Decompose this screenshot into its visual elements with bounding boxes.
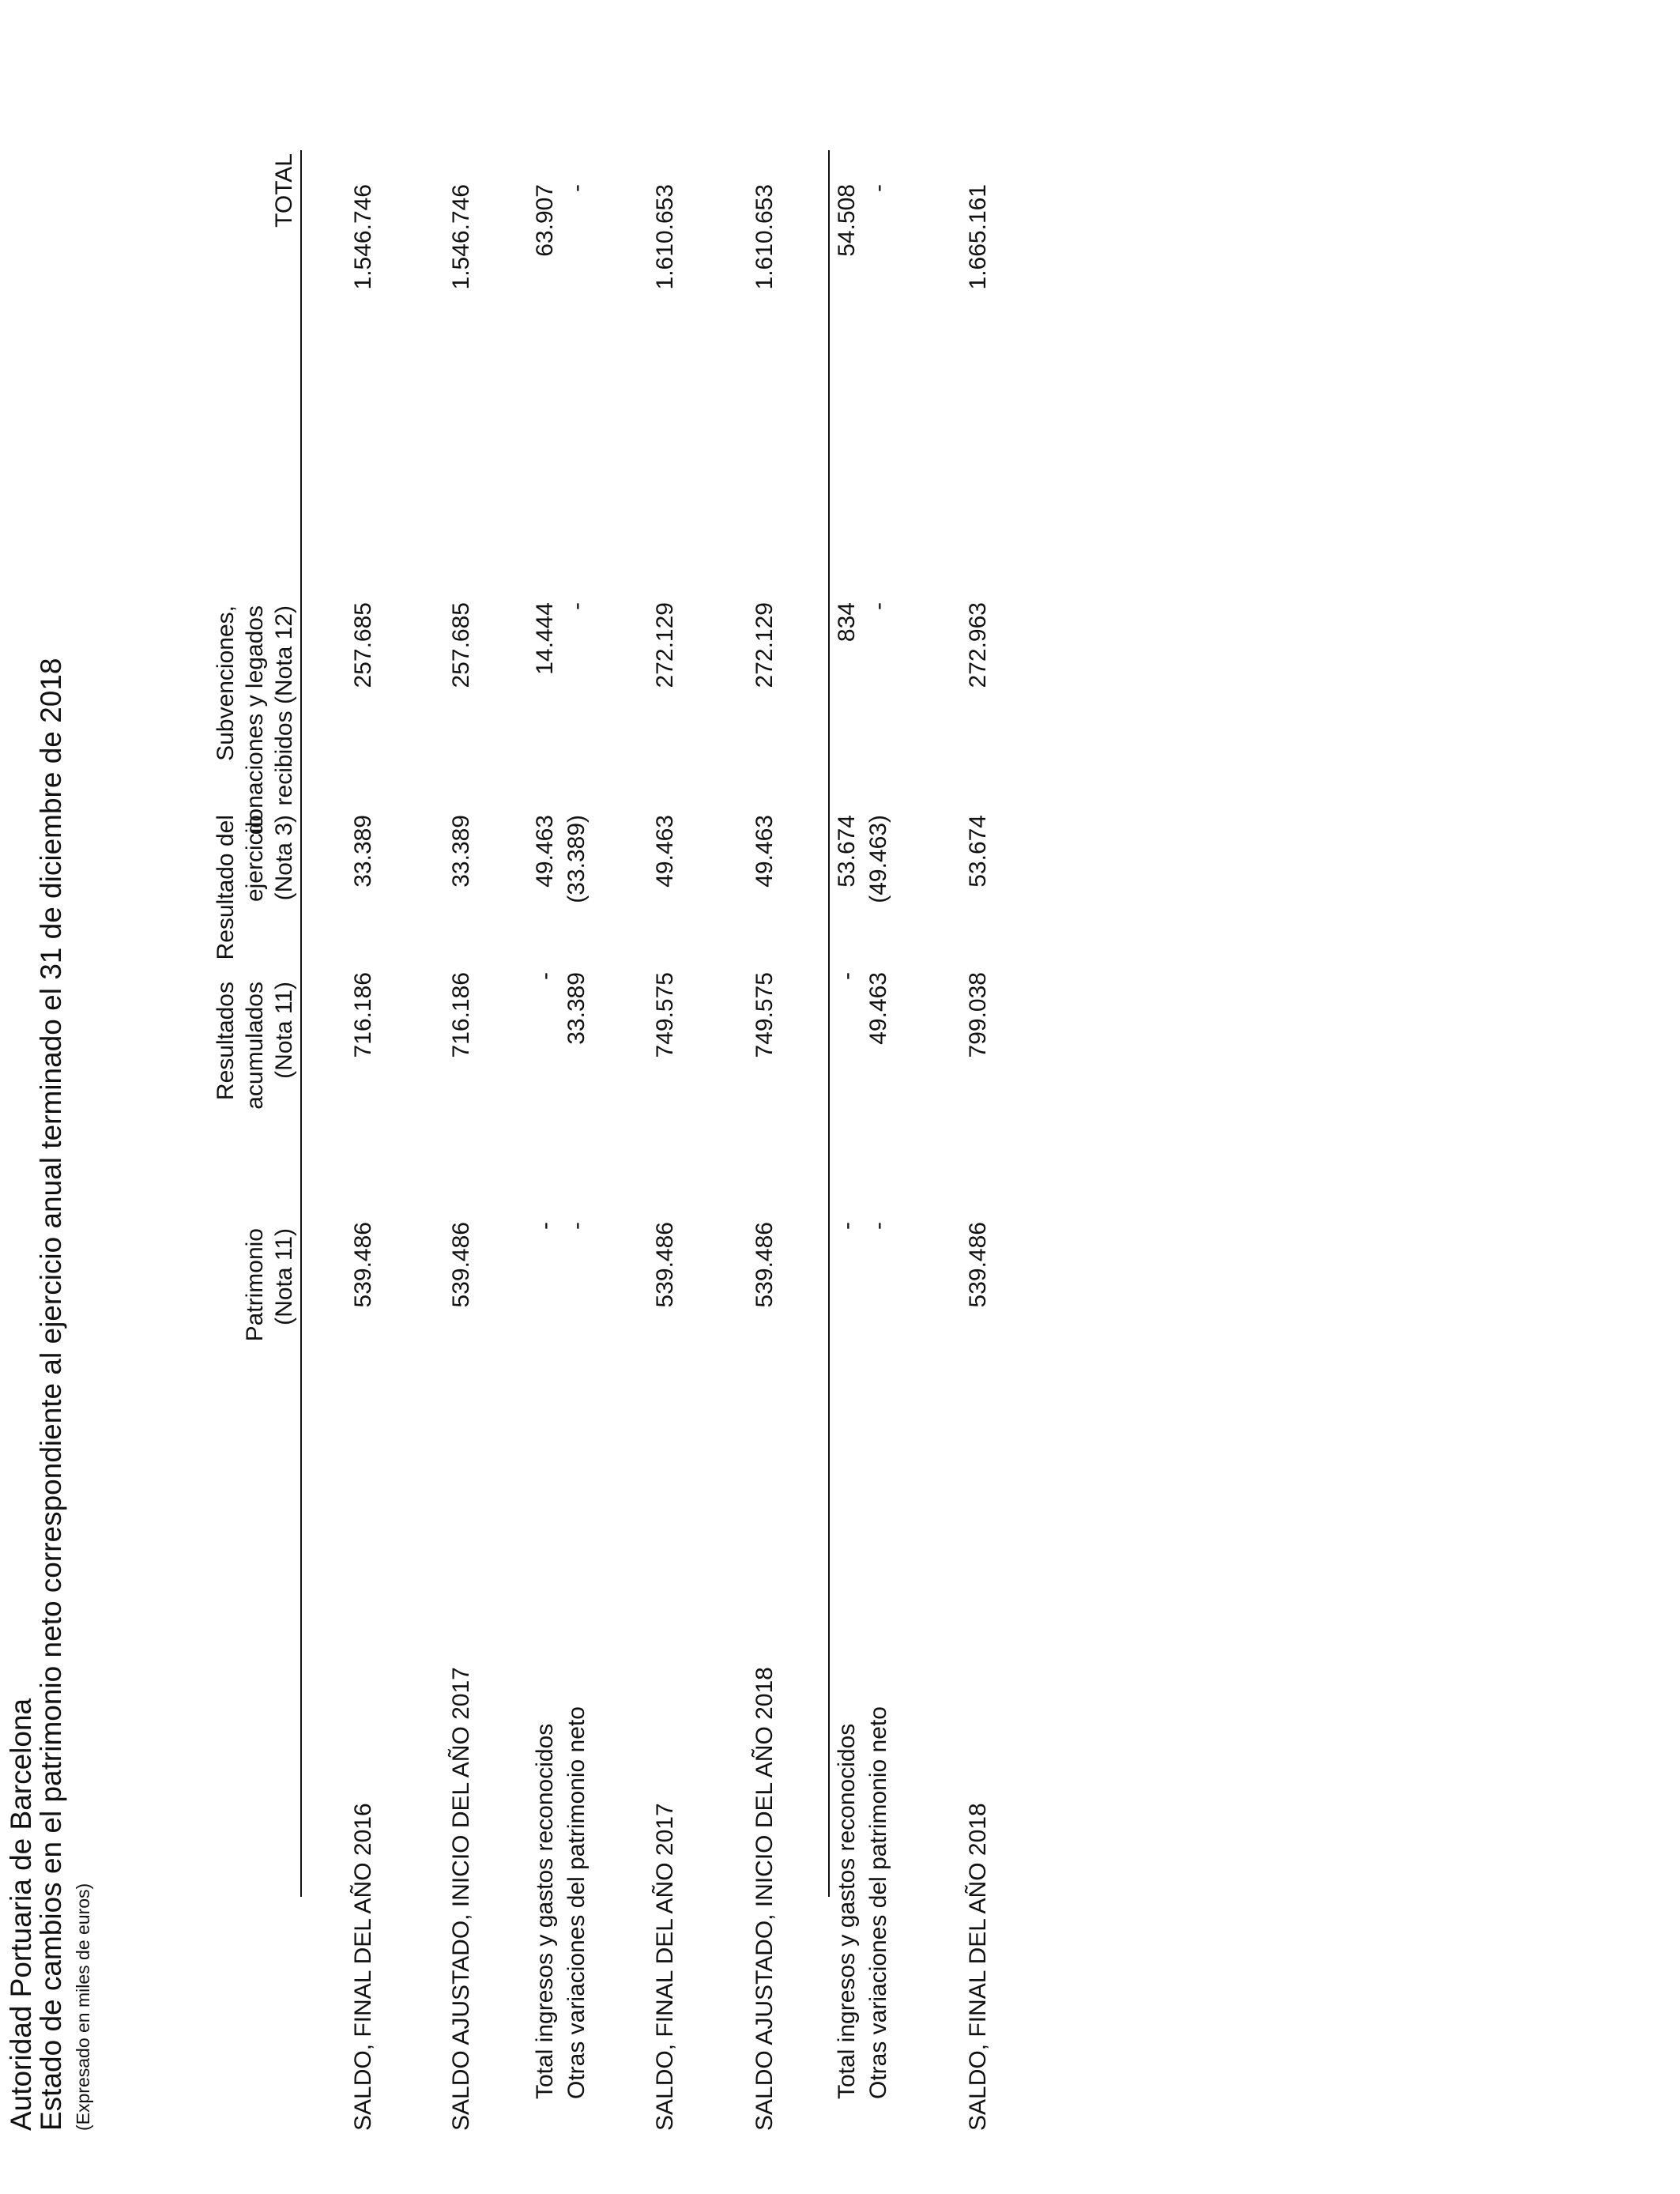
row-label: SALDO AJUSTADO, INICIO DEL AÑO 2018 [751,1667,778,2131]
row-label: Otras variaciones del patrimonio neto [563,1706,590,2099]
table-cell: 49.463 [751,815,778,888]
table-cell: 272.129 [652,602,678,688]
table-cell: - [834,972,860,980]
row-label: Total ingresos y gastos reconocidos [834,1723,860,2099]
column-header-3 [87,605,299,937]
column-header-line: acumulados [242,982,268,1110]
table-cell: 14.444 [532,602,558,675]
table-cell: 539.486 [652,1222,678,1308]
table-cell: 63.907 [532,184,558,257]
row-label: Otras variaciones del patrimonio neto [865,1706,891,2099]
table-cell: 49.463 [652,815,678,888]
table-row [652,139,684,2131]
row-label: SALDO AJUSTADO, INICIO DEL AÑO 2017 [448,1667,474,2131]
table-row [751,139,783,2131]
units-note: (Expresado en miles de euros) [73,1883,93,2131]
pre-total-rule [828,150,830,1897]
table-cell: 257.685 [350,602,376,688]
table-row [532,139,563,2131]
table-cell: 1.665.161 [965,184,991,290]
table-cell: (49.463) [865,815,891,903]
table-cell: 716.186 [448,972,474,1058]
table-cell: (33.389) [563,815,590,903]
table-cell: - [865,602,891,610]
table-cell: - [532,972,558,980]
column-header-line: Resultado del [213,815,239,960]
table-cell: 53.674 [965,815,991,888]
table-cell: 1.546.746 [448,184,474,290]
table-cell: 257.685 [448,602,474,688]
table-cell: 539.486 [751,1222,778,1308]
column-header-line: (Nota 11) [271,1228,297,1325]
table-cell: - [563,1222,590,1230]
column-header-line: (Nota 3) [271,815,297,901]
table-cell: 272.129 [751,602,778,688]
table-cell: - [563,184,590,192]
column-header-line: Subvenciones, [213,605,239,761]
statement-title: Estado de cambios en el patrimonio neto correspondiente al ejercicio anual terminado el 31 de diciembre de 2018 [35,658,67,2131]
header-rule [300,150,302,1897]
table-cell: 1.610.653 [652,184,678,290]
table-cell: - [563,602,590,610]
table-cell: 539.486 [965,1222,991,1308]
table-row [965,139,996,2131]
table-cell: 49.463 [532,815,558,888]
table-cell: 33.389 [448,815,474,888]
column-header-line: TOTAL [271,153,297,228]
table-cell: 716.186 [350,972,376,1058]
column-header-line: ejercicio [242,815,268,903]
row-label: Total ingresos y gastos reconocidos [532,1723,558,2099]
row-label: SALDO, FINAL DEL AÑO 2016 [350,1803,376,2131]
table-cell: 834 [834,602,860,643]
row-label: SALDO, FINAL DEL AÑO 2017 [652,1803,678,2131]
column-header-4 [87,153,299,485]
table-cell: 1.546.746 [350,184,376,290]
column-header-line: (Nota 11) [271,982,297,1079]
row-label: SALDO, FINAL DEL AÑO 2018 [965,1803,991,2131]
table-cell: 799.038 [965,972,991,1058]
table-cell: 33.389 [350,815,376,888]
table-cell: - [834,1222,860,1230]
table-row [350,139,382,2131]
table-cell: 54.508 [834,184,860,257]
table-row [865,139,897,2131]
column-header-line: Patrimonio [242,1228,268,1342]
table-cell: 33.389 [563,972,590,1045]
table-row [834,139,865,2131]
column-header-line: recibidos (Nota 12) [271,605,297,806]
table-cell: 539.486 [448,1222,474,1308]
table-row [563,139,595,2131]
column-header-line: donaciones y legados [242,605,268,835]
organization-name: Autoridad Portuaria de Barcelona [5,1698,37,2131]
table-cell: 539.486 [350,1222,376,1308]
table-cell: - [532,1222,558,1230]
column-header-line: Resultados [213,982,239,1101]
table-cell: - [865,184,891,192]
table-row [448,139,480,2131]
table-cell: 53.674 [834,815,860,888]
table-cell: 749.575 [652,972,678,1058]
table-cell: 749.575 [751,972,778,1058]
table-cell: 1.610.653 [751,184,778,290]
table-cell: - [865,1222,891,1230]
table-cell: 272.963 [965,602,991,688]
table-cell: 49.463 [865,972,891,1045]
